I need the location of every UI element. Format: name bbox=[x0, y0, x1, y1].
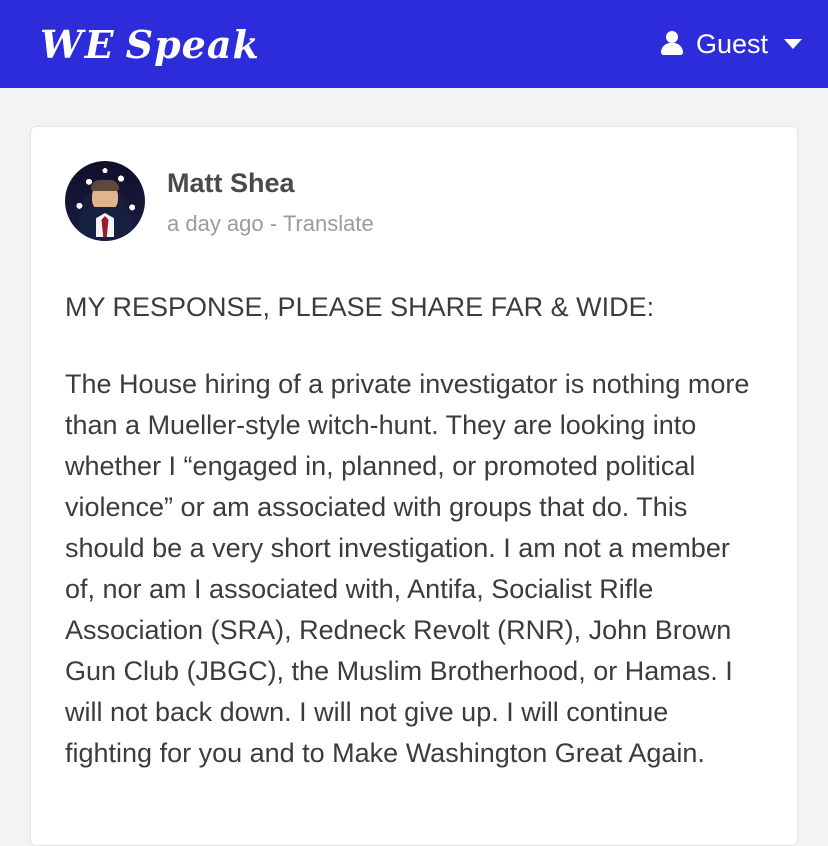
post-timestamp: a day ago bbox=[167, 211, 264, 237]
author-block bbox=[167, 161, 374, 237]
post-card bbox=[30, 126, 798, 846]
translate-link[interactable]: Translate bbox=[282, 211, 374, 237]
post-headline: MY RESPONSE, PLEASE SHARE FAR & WIDE: bbox=[65, 292, 655, 322]
avatar-hair bbox=[91, 180, 119, 191]
account-label: Guest bbox=[695, 28, 768, 59]
meta-separator: - bbox=[269, 211, 278, 237]
post-meta bbox=[167, 211, 374, 237]
person-icon bbox=[660, 31, 684, 57]
main-content bbox=[0, 88, 828, 846]
post-text: The House hiring of a private investigator is nothing more than a Mueller-style witch-hunt. They are looking into whether I “engaged in, planned, or promoted political violence” or am associated with groups that do. This should be a very short investigation. I am not a member of, nor am I associated with, Antifa, Socialist Rifle Association (SRA), Redneck Revolt (RNR), John Brown Gun Club (JBGC), the Muslim Brotherhood, or Hamas. I will not back down. I will not give up. I will continue fighting for you and to Make Washington Great Again. bbox=[65, 369, 757, 769]
chevron-down-icon[interactable] bbox=[784, 39, 802, 49]
post-body bbox=[65, 287, 761, 774]
account-menu[interactable] bbox=[660, 29, 802, 60]
post-header bbox=[65, 161, 761, 241]
logo-text-we: WE bbox=[40, 21, 116, 67]
app-logo[interactable] bbox=[40, 22, 260, 67]
top-navigation-bar bbox=[0, 0, 828, 88]
avatar[interactable] bbox=[65, 161, 145, 241]
logo-text-speak: Speak bbox=[125, 21, 260, 67]
author-name[interactable]: Matt Shea bbox=[167, 168, 295, 198]
